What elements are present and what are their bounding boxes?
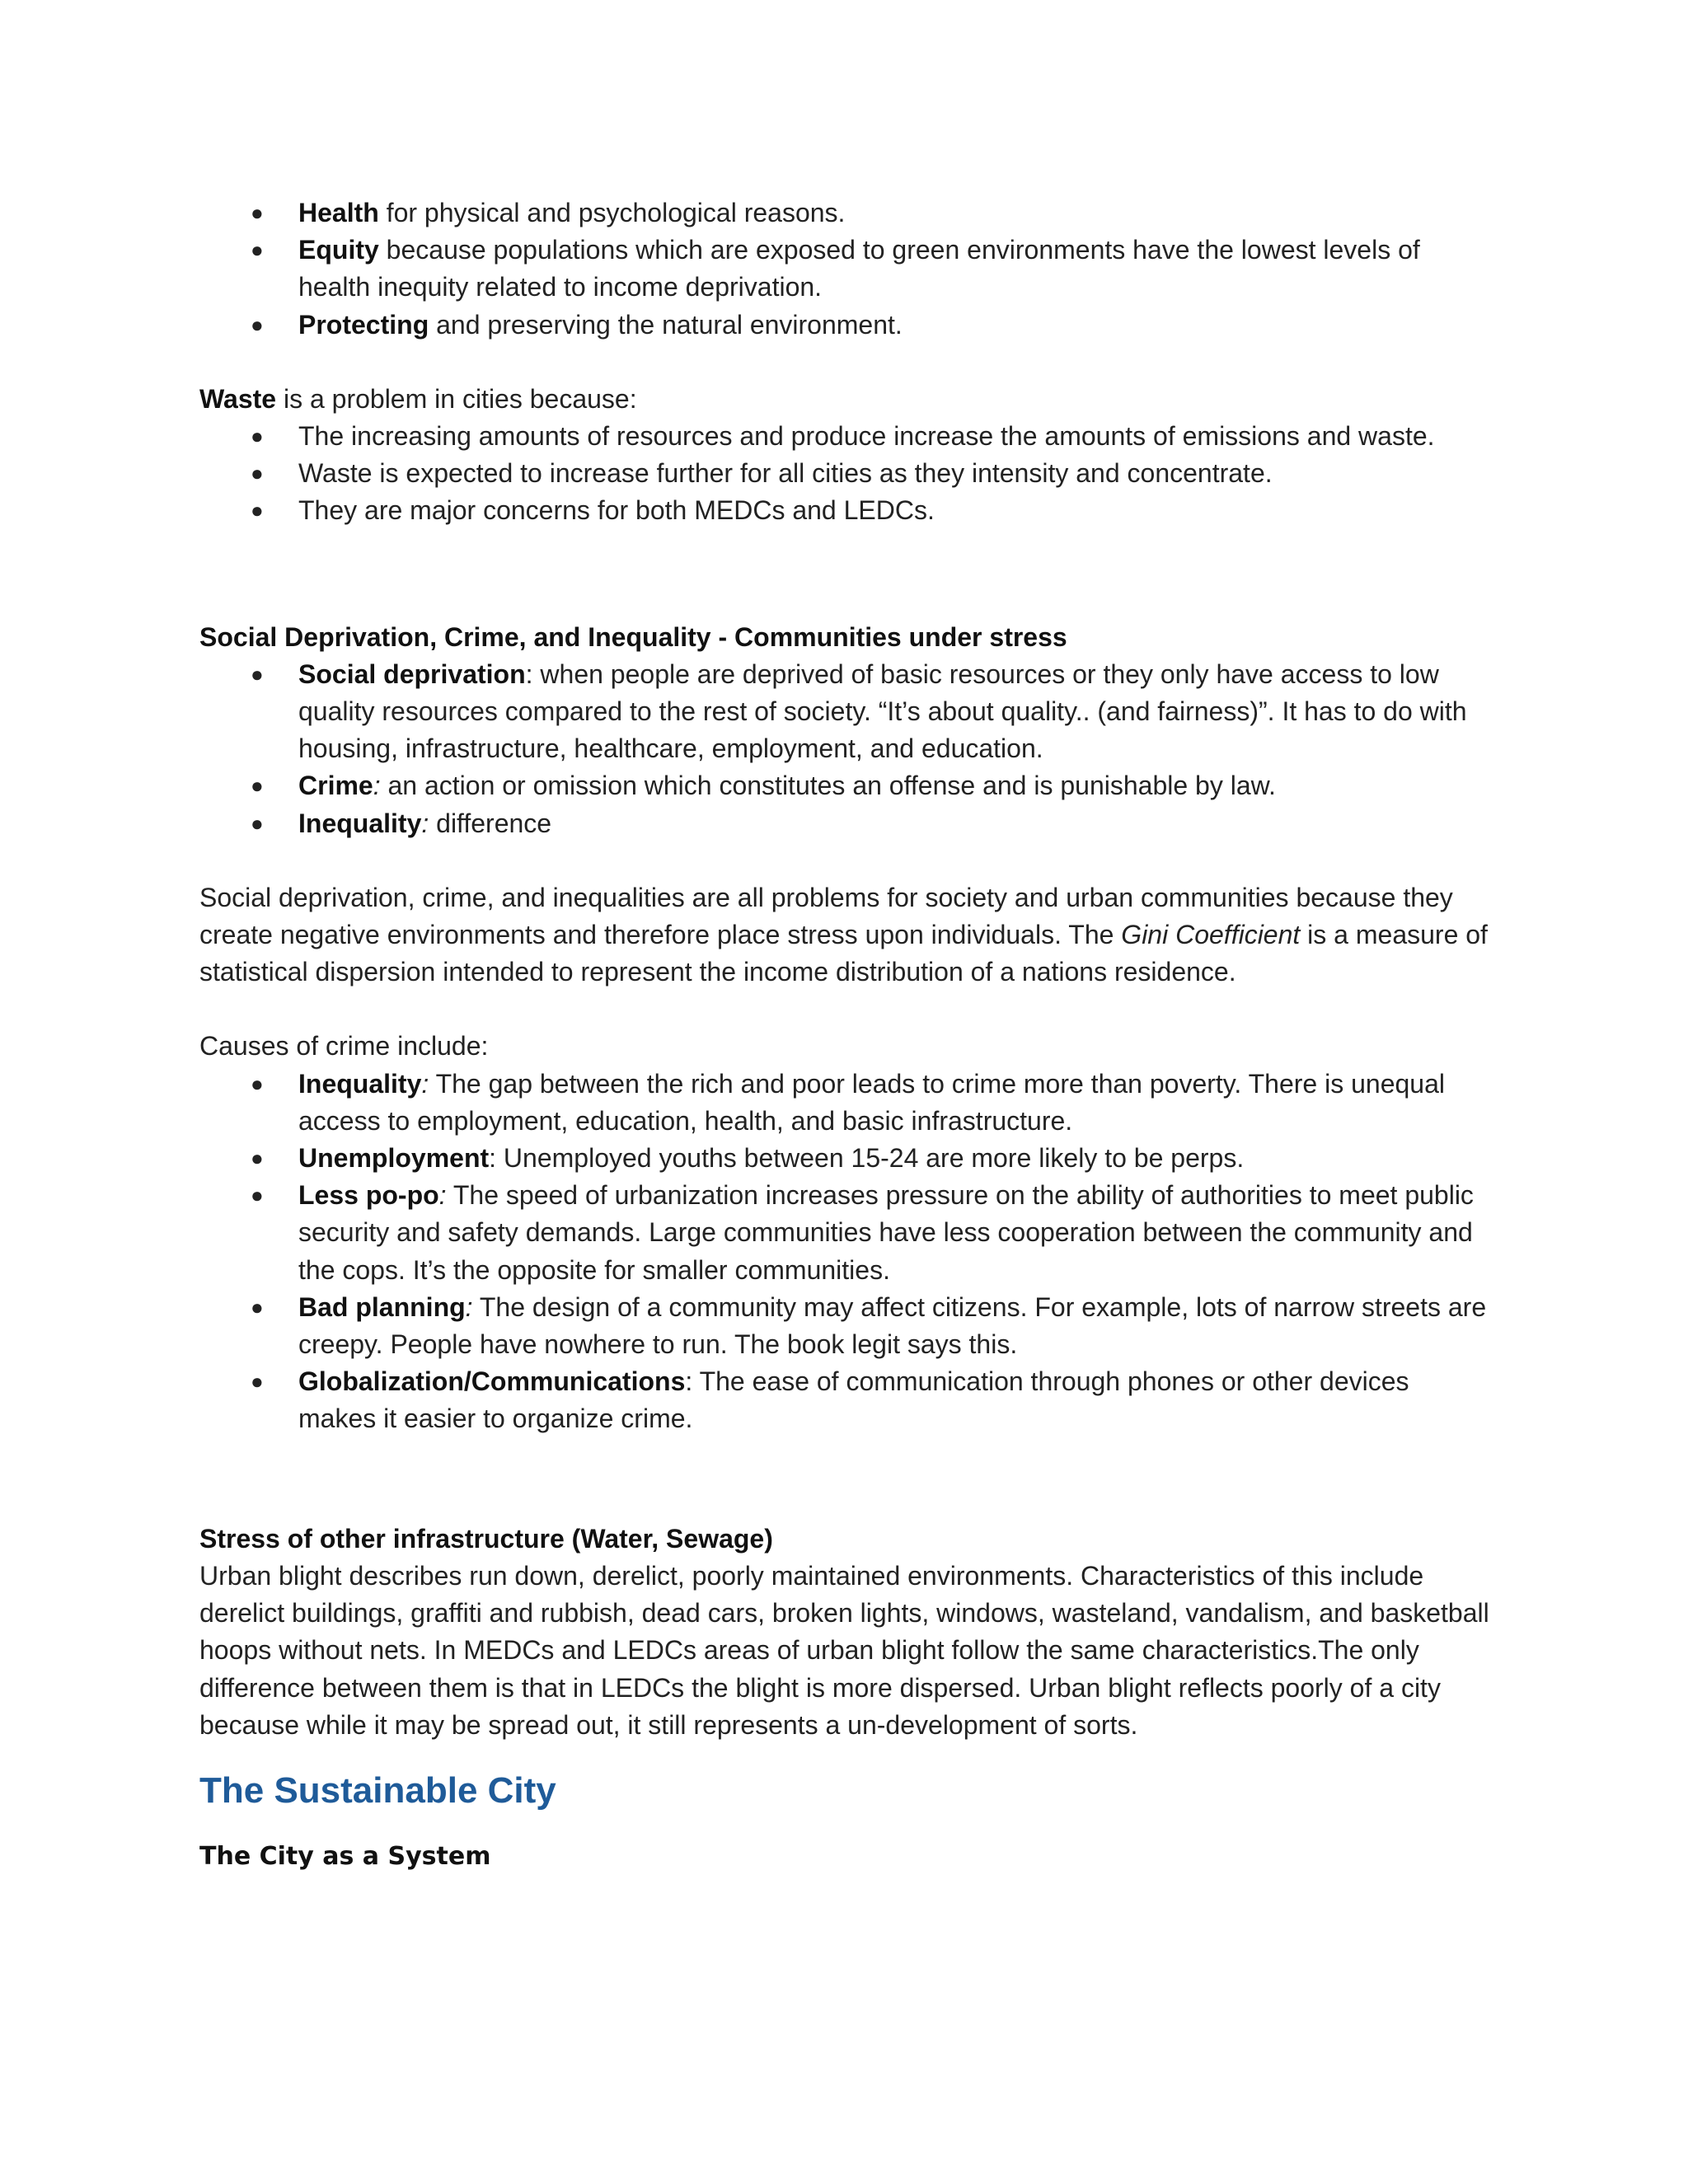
list-item (199, 232, 1490, 306)
spacer (199, 530, 1490, 619)
bullet-separator: : (525, 658, 533, 689)
bullet-text: because populations which are exposed to green environments have the lowest levels of health inequity related to income deprivation. (298, 235, 1420, 302)
bullet-separator: : (421, 808, 429, 838)
list-item (199, 1289, 1490, 1363)
spacer (199, 842, 1490, 879)
bullet-text: The design of a community may affect citizens. For example, lots of narrow streets are creepy. People have nowhere to run. The book legit says this. (298, 1291, 1487, 1360)
list-item (199, 1363, 1490, 1437)
bullet-text: when people are deprived of basic resources or they only have access to low quality resources compared to the rest of society. “It’s about quality.. (and fairness)”. It has to do with housing, infrastructure, healthcare, employment, and education. (298, 658, 1467, 764)
infrastructure-paragraph: Urban blight describes run down, derelict, poorly maintained environments. Characteristics of this include derelict buildings, graffiti and rubbish, dead cars, broken lights, windows, wasteland, vandalism, and basketball hoops without nets. In MEDCs and LEDCs areas of urban blight follow the same characteristics.The only difference between them is that in LEDCs the blight is more dispersed. Urban blight reflects poorly of a city because while it may be spread out, it still represents a un-development of sorts. (199, 1560, 1489, 1740)
bullet-text: an action or omission which constitutes an offense and is punishable by law. (380, 771, 1276, 801)
bullet-text: The gap between the rich and poor leads to crime more than poverty. There is unequal access to employment, education, health, and basic infrastructure. (298, 1068, 1445, 1136)
waste-intro (199, 381, 1490, 418)
spacer (199, 344, 1490, 381)
waste-bullet-list (199, 418, 1490, 530)
bullet-term: Less po-po (298, 1180, 439, 1211)
crime-causes-list (199, 1066, 1490, 1438)
bullet-text: for physical and psychological reasons. (378, 198, 846, 227)
section-title: The Sustainable City (199, 1769, 556, 1811)
bullet-term: Health (298, 198, 379, 227)
bullet-text: and preserving the natural environment. (429, 309, 903, 340)
bullet-term: Bad planning (298, 1291, 466, 1322)
bullet-term: Inequality (298, 808, 422, 838)
bullet-separator: : (685, 1366, 693, 1397)
list-item: ● They are major concerns for both MEDCs and LEDCs. (199, 492, 1490, 529)
spacer (199, 991, 1490, 1028)
bullet-separator: : (373, 771, 381, 801)
bullet-term: Unemployment (298, 1143, 490, 1174)
list-item (199, 307, 1490, 344)
intro-bullet-list (199, 194, 1490, 344)
gini-term: Gini Coefficient (1121, 920, 1301, 950)
social-bullet-list (199, 656, 1490, 842)
bullet-term: Crime (298, 771, 373, 801)
social-paragraph (199, 879, 1490, 991)
list-item (199, 1066, 1490, 1140)
bullet-text: Unemployed youths between 15-24 are more likely to be perps. (496, 1143, 1245, 1174)
paragraph-text: Social deprivation, crime, and inequalities are all problems for society and urban communities because they create negative environments and therefore place stress upon individuals. The (199, 882, 1453, 950)
list-item (199, 1177, 1490, 1289)
bullet-term: Globalization/Communications (298, 1366, 686, 1397)
list-item (199, 805, 1490, 842)
list-item (199, 767, 1490, 804)
bullet-text: The speed of urbanization increases pressure on the ability of authorities to meet public security and safety demands. Large communities have less cooperation between the community and the cops. It’s the opposite for smaller communities. (298, 1180, 1474, 1285)
list-item (199, 656, 1490, 768)
list-item: ● The increasing amounts of resources and produce increase the amounts of emissions and waste. (199, 418, 1490, 455)
bullet-separator: : (438, 1180, 447, 1211)
bullet-term: Protecting (298, 309, 429, 340)
bullet-separator: : (465, 1291, 473, 1322)
list-item (199, 1140, 1490, 1177)
infrastructure-heading: Stress of other infrastructure (Water, Sewage) (199, 1523, 773, 1554)
paragraph-text: is a measure of statistical dispersion intended to represent the income distribution of a nations residence. (199, 920, 1488, 987)
list-item (199, 194, 1490, 232)
waste-term: Waste (199, 383, 277, 414)
bullet-text: The ease of communication through phones or other devices makes it easier to organize crime. (298, 1366, 1409, 1434)
spacer (199, 1438, 1490, 1521)
waste-intro-text: is a problem in cities because: (276, 383, 637, 414)
bullet-text: difference (429, 808, 552, 838)
section-subtitle: The City as a System (199, 1842, 491, 1872)
list-item: ● Waste is expected to increase further for all cities as they intensity and concentrate. (199, 455, 1490, 492)
crime-causes-intro: Causes of crime include: (199, 1031, 489, 1062)
social-heading: Social Deprivation, Crime, and Inequality - Communities under stress (199, 621, 1067, 652)
bullet-term: Inequality (298, 1068, 422, 1099)
bullet-term: Social deprivation (298, 658, 526, 689)
bullet-term: Equity (298, 235, 379, 265)
bullet-separator: : (489, 1143, 497, 1174)
bullet-separator: : (421, 1068, 429, 1099)
